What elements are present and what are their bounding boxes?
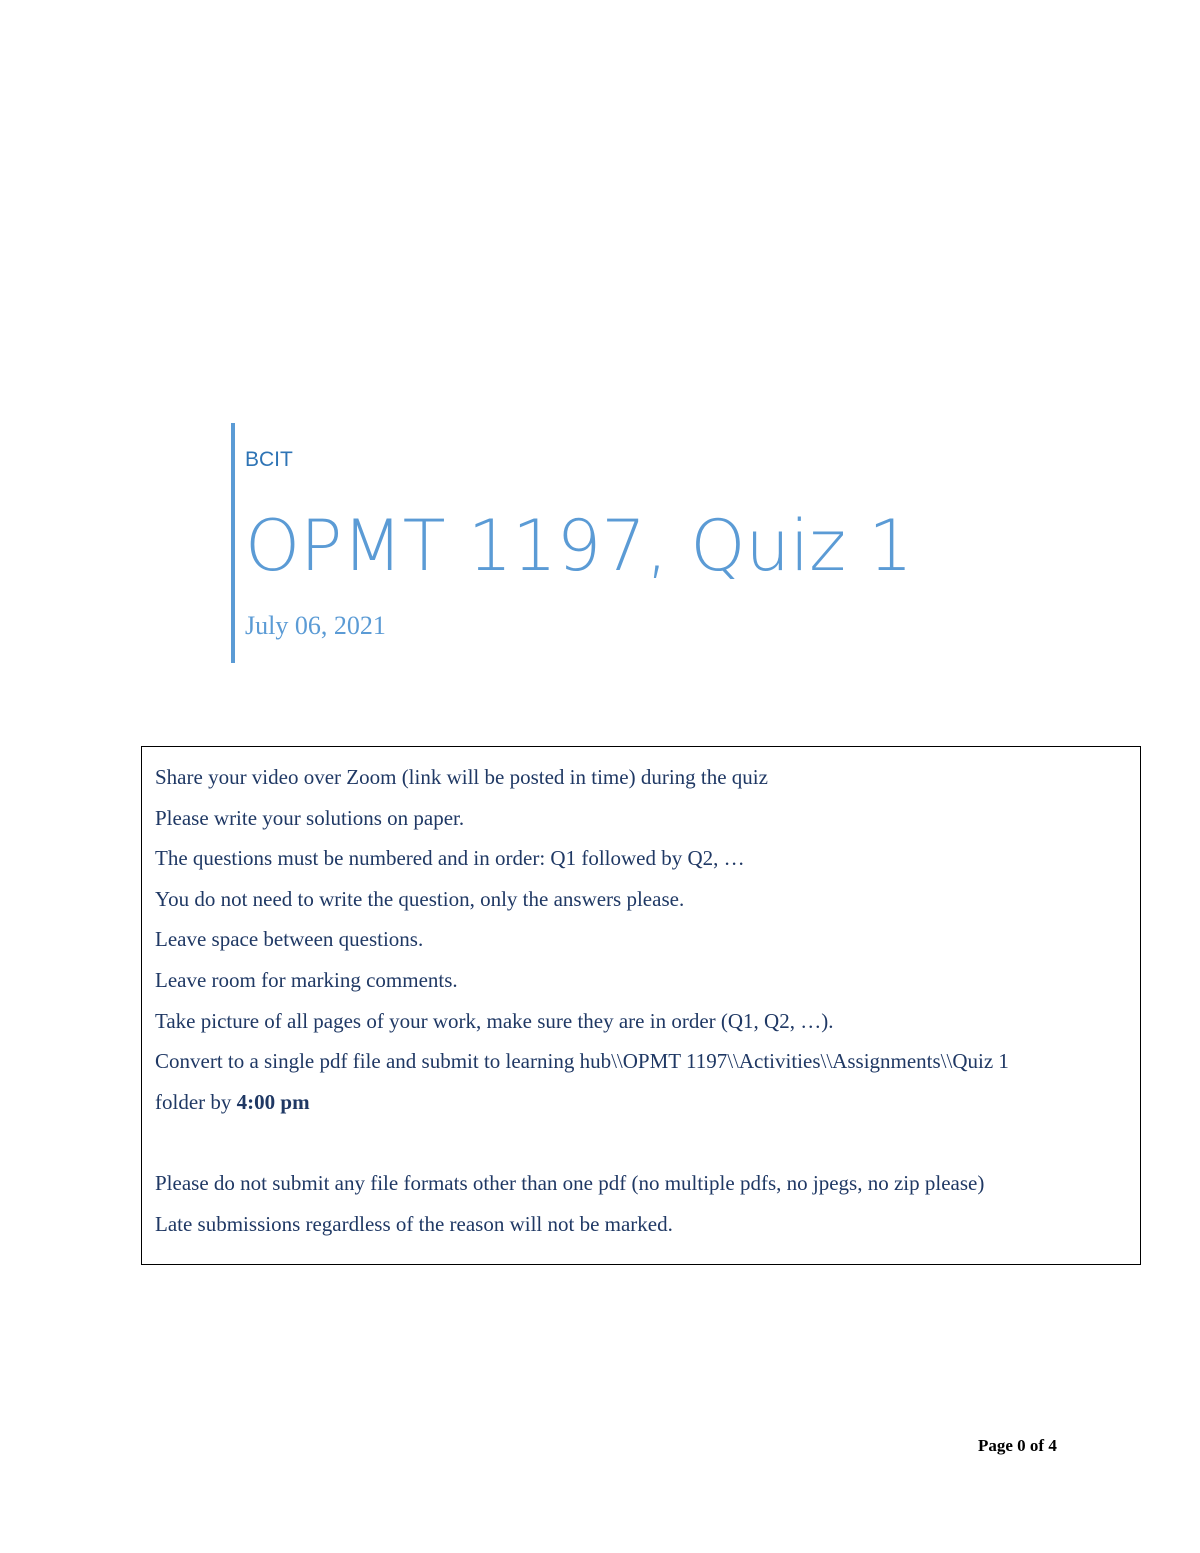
instruction-line: Late submissions regardless of the reason will not be marked.: [155, 1211, 673, 1236]
instruction-line: Please do not submit any file formats other than one pdf (no multiple pdfs, no jpegs, no zip please): [155, 1170, 985, 1195]
organization-name: BCIT: [245, 448, 293, 471]
document-title: OPMT 1197, Quiz 1: [245, 505, 913, 587]
instruction-line: Leave space between questions.: [155, 927, 424, 952]
instruction-line: Convert to a single pdf file and submit to learning hub\\OPMT 1197\\Activities\\Assignments\\Quiz 1: [155, 1049, 1009, 1074]
document-date: July 06, 2021: [245, 611, 386, 640]
instruction-line: You do not need to write the question, only the answers please.: [155, 886, 685, 911]
instruction-line: Leave room for marking comments.: [155, 967, 458, 992]
deadline-line: [155, 1082, 1140, 1123]
instruction-line: Share your video over Zoom (link will be posted in time) during the quiz: [155, 765, 768, 789]
deadline-prefix: folder by: [155, 1089, 237, 1114]
page-number: Page 0 of 4: [978, 1436, 1057, 1455]
instruction-line: Take picture of all pages of your work, make sure they are in order (Q1, Q2, …).: [155, 1008, 834, 1033]
blank-spacer: [155, 1122, 1140, 1163]
cover-accent-bar: [231, 423, 235, 663]
instructions-box: [141, 746, 1141, 1265]
instruction-line: The questions must be numbered and in order: Q1 followed by Q2, …: [155, 846, 745, 871]
instruction-line: Please write your solutions on paper.: [155, 805, 465, 830]
deadline-time: 4:00 pm: [236, 1089, 310, 1114]
cover-block: [231, 423, 1131, 663]
